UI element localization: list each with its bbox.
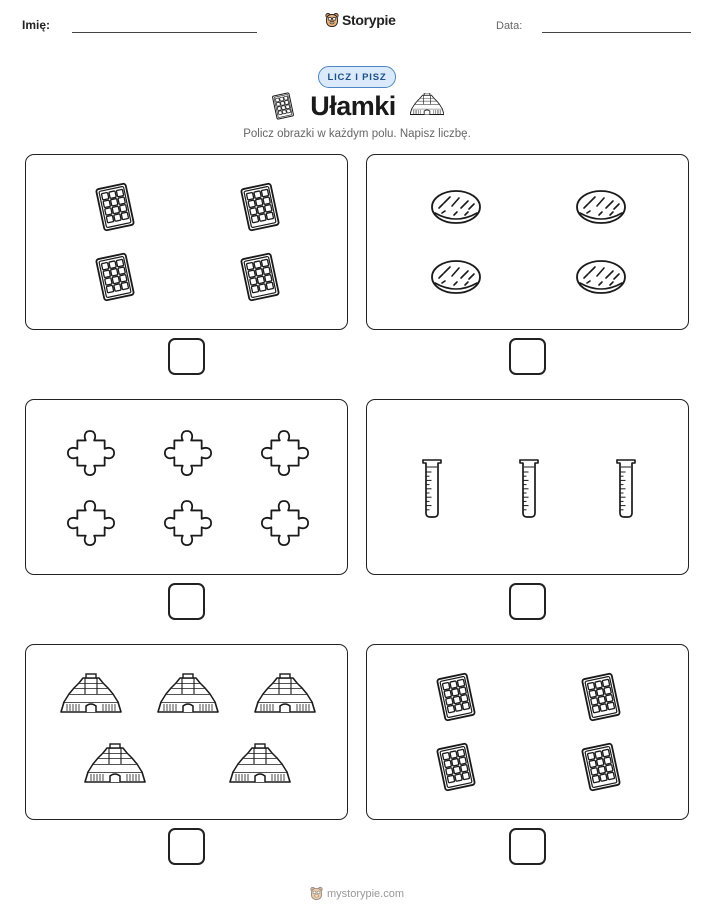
answer-box[interactable]: [509, 828, 546, 865]
bear-icon: [310, 886, 323, 901]
puzzle-piece-icon: [253, 420, 317, 484]
answer-box[interactable]: [168, 338, 205, 375]
instructions: Policz obrazki w każdym polu. Napisz liczbę.: [243, 128, 471, 140]
answer-box[interactable]: [509, 583, 546, 620]
bread-loaf-icon: [424, 245, 488, 309]
test-tube-icon: [400, 456, 464, 520]
bread-loaf-icon: [569, 175, 633, 239]
test-tube-icon: [594, 456, 658, 520]
bear-icon: [325, 12, 339, 28]
chocolate-bar-icon: [228, 245, 292, 309]
pyramid-icon: [83, 735, 147, 799]
footer-url: mystorypie.com: [326, 887, 405, 900]
footer: [0, 886, 714, 901]
pyramid-icon: [228, 735, 292, 799]
storypie-logo: [325, 12, 396, 28]
puzzle-piece-icon: [253, 490, 317, 554]
date-label: Data:: [496, 20, 523, 32]
chocolate-bar-icon: [424, 735, 488, 799]
name-field-line[interactable]: [72, 32, 257, 33]
bread-loaf-icon: [569, 245, 633, 309]
chocolate-bar-icon: [83, 245, 147, 309]
puzzle-piece-icon: [156, 490, 220, 554]
answer-box[interactable]: [168, 583, 205, 620]
counting-panel: [366, 399, 689, 575]
name-label: Imię:: [22, 18, 51, 32]
chocolate-bar-icon: [424, 665, 488, 729]
counting-panel: [25, 399, 348, 575]
chocolate-bar-icon: [569, 735, 633, 799]
counting-panel: [366, 154, 689, 330]
chocolate-bar-icon: [228, 175, 292, 239]
pyramid-icon: [59, 665, 123, 729]
pyramid-icon: [156, 665, 220, 729]
puzzle-piece-icon: [156, 420, 220, 484]
title-row: [0, 88, 714, 124]
page-title: Ułamki: [310, 90, 396, 121]
chocolate-bar-icon: [569, 665, 633, 729]
puzzle-piece-icon: [59, 490, 123, 554]
answer-box[interactable]: [168, 828, 205, 865]
answer-box[interactable]: [509, 338, 546, 375]
bread-loaf-icon: [424, 175, 488, 239]
counting-panel: [366, 644, 689, 820]
puzzle-piece-icon: [59, 420, 123, 484]
test-tube-icon: [497, 456, 561, 520]
logo-text: Storypie: [342, 12, 396, 28]
chocolate-bar-icon: [270, 92, 296, 120]
pyramid-icon: [410, 93, 444, 119]
counting-panel: [25, 154, 348, 330]
date-field-line[interactable]: [542, 32, 691, 33]
counting-panel: [25, 644, 348, 820]
activity-badge: LICZ I PISZ: [318, 66, 396, 88]
chocolate-bar-icon: [83, 175, 147, 239]
pyramid-icon: [253, 665, 317, 729]
